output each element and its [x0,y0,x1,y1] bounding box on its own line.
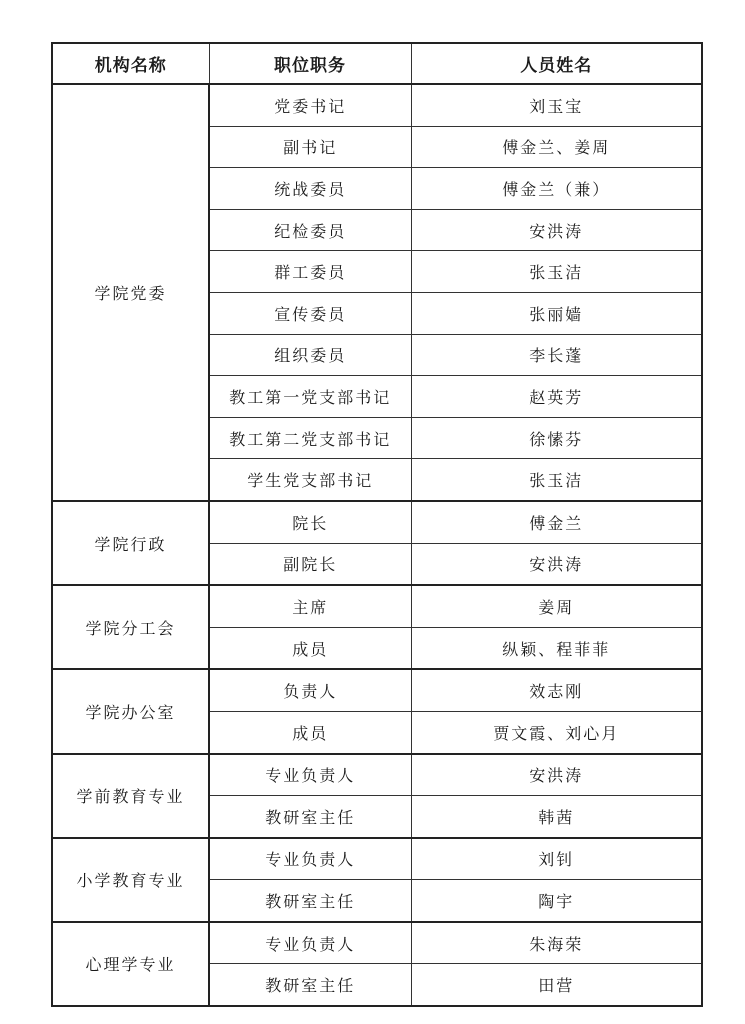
position-cell: 院长 [209,501,411,543]
header-person: 人员姓名 [411,43,702,84]
position-cell: 教研室主任 [209,880,411,922]
header-row [52,43,702,84]
person-cell: 陶宇 [411,880,702,922]
position-cell: 学生党支部书记 [209,459,411,501]
org-name-cell: 学院办公室 [52,669,209,753]
position-cell: 教工第二党支部书记 [209,417,411,459]
table-row [52,585,702,627]
person-cell: 贾文霞、刘心月 [411,711,702,753]
person-cell: 安洪涛 [411,543,702,585]
person-cell: 傅金兰、姜周 [411,126,702,168]
person-cell: 张玉洁 [411,459,702,501]
person-cell: 傅金兰 [411,501,702,543]
position-cell: 党委书记 [209,84,411,126]
position-cell: 统战委员 [209,168,411,210]
position-cell: 成员 [209,627,411,669]
position-cell: 纪检委员 [209,209,411,251]
org-name-cell: 心理学专业 [52,922,209,1006]
table-row [52,501,702,543]
person-cell: 纵颖、程菲菲 [411,627,702,669]
person-cell: 刘钊 [411,838,702,880]
header-position: 职位职务 [209,43,411,84]
position-cell: 负责人 [209,669,411,711]
org-name-cell: 学前教育专业 [52,754,209,838]
table-row [52,669,702,711]
person-cell: 徐愫芬 [411,417,702,459]
position-cell: 专业负责人 [209,922,411,964]
position-cell: 主席 [209,585,411,627]
position-cell: 专业负责人 [209,754,411,796]
position-cell: 宣传委员 [209,292,411,334]
table-row [52,922,702,964]
table-row [52,838,702,880]
org-name-cell: 学院分工会 [52,585,209,669]
person-cell: 赵英芳 [411,376,702,418]
person-cell: 效志刚 [411,669,702,711]
org-name-cell: 小学教育专业 [52,838,209,922]
person-cell: 姜周 [411,585,702,627]
position-cell: 教研室主任 [209,964,411,1006]
position-cell: 组织委员 [209,334,411,376]
position-cell: 教研室主任 [209,796,411,838]
person-cell: 傅金兰（兼） [411,168,702,210]
org-name-cell: 学院党委 [52,84,209,501]
table-row [52,84,702,126]
position-cell: 成员 [209,711,411,753]
position-cell: 教工第一党支部书记 [209,376,411,418]
person-cell: 刘玉宝 [411,84,702,126]
person-cell: 安洪涛 [411,754,702,796]
person-cell: 朱海荣 [411,922,702,964]
org-table [51,42,703,1007]
position-cell: 副书记 [209,126,411,168]
position-cell: 副院长 [209,543,411,585]
header-org: 机构名称 [52,43,209,84]
position-cell: 专业负责人 [209,838,411,880]
person-cell: 韩茜 [411,796,702,838]
person-cell: 安洪涛 [411,209,702,251]
person-cell: 张玉洁 [411,251,702,293]
person-cell: 田营 [411,964,702,1006]
table-row [52,754,702,796]
person-cell: 李长蓬 [411,334,702,376]
org-name-cell: 学院行政 [52,501,209,585]
table-body [52,84,702,1006]
position-cell: 群工委员 [209,251,411,293]
person-cell: 张丽嫱 [411,292,702,334]
